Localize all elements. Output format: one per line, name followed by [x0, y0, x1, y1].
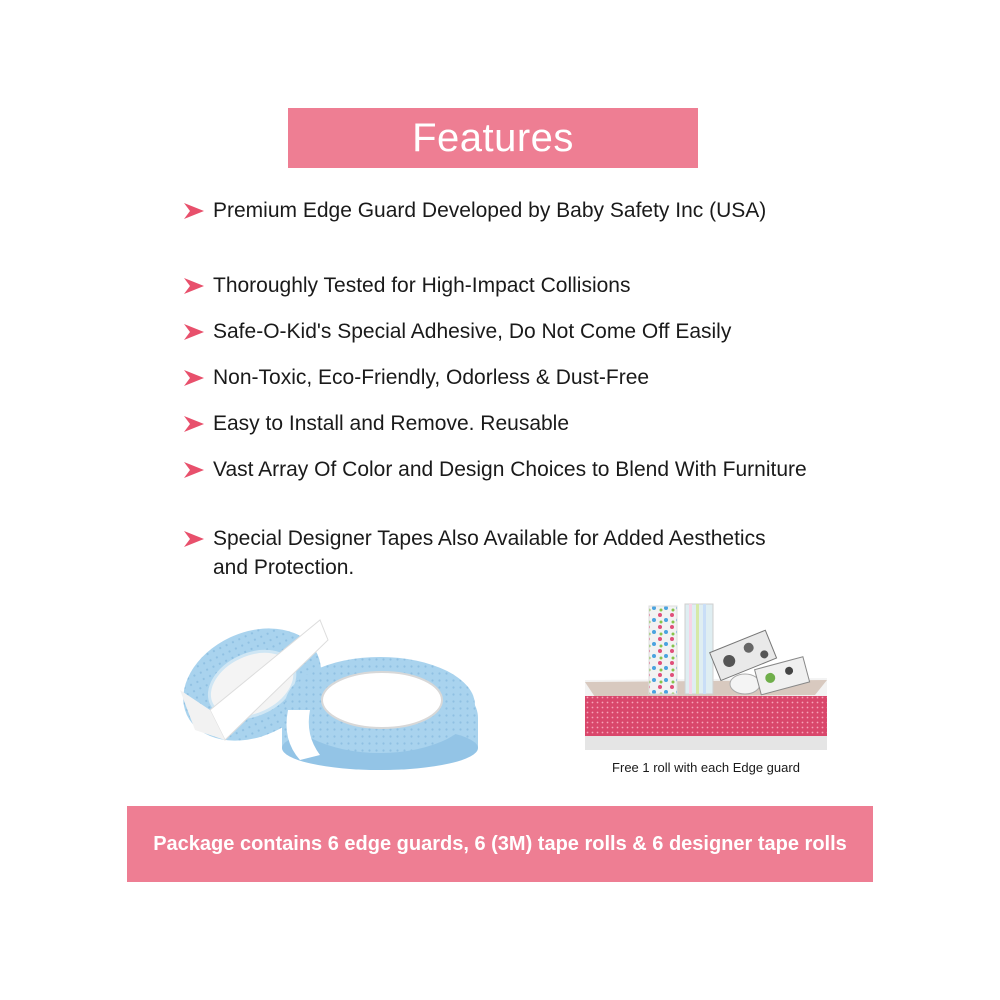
features-banner: [288, 108, 698, 168]
feature-text: Non-Toxic, Eco-Friendly, Odorless & Dust-Free: [213, 366, 650, 389]
features-title: Features: [412, 115, 574, 160]
feature-text: Thoroughly Tested for High-Impact Collisions: [213, 274, 631, 297]
feature-text: Safe-O-Kid's Special Adhesive, Do Not Come Off Easily: [213, 320, 732, 343]
package-banner: [127, 806, 873, 882]
feature-text: Premium Edge Guard Developed by Baby Safety Inc (USA): [213, 199, 767, 222]
chevron-arrow-icon: [184, 317, 213, 346]
chevron-arrow-icon: [184, 524, 213, 553]
feature-item: [184, 409, 569, 438]
feature-item: [184, 317, 731, 346]
edge-guard-tape-rolls-image: [170, 600, 520, 780]
chevron-arrow-icon: [184, 409, 213, 438]
feature-item: [184, 524, 773, 582]
chevron-arrow-icon: [184, 363, 213, 392]
feature-item: [184, 271, 630, 300]
package-contents-text: Package contains 6 edge guards, 6 (3M) tape rolls & 6 designer tape rolls: [153, 833, 847, 855]
feature-item: [184, 196, 773, 225]
designer-tape-rolls-image: [585, 600, 827, 752]
chevron-arrow-icon: [184, 455, 213, 484]
feature-item: [184, 455, 813, 484]
chevron-arrow-icon: [184, 196, 213, 225]
chevron-arrow-icon: [184, 271, 213, 300]
feature-text: Vast Array Of Color and Design Choices to Blend With Furniture: [213, 458, 807, 481]
gift-caption: Free 1 roll with each Edge guard: [612, 760, 800, 775]
feature-item: [184, 363, 649, 392]
feature-text: Special Designer Tapes Also Available for Added Aesthetics and Protection.: [213, 527, 766, 579]
feature-text: Easy to Install and Remove. Reusable: [213, 412, 570, 435]
